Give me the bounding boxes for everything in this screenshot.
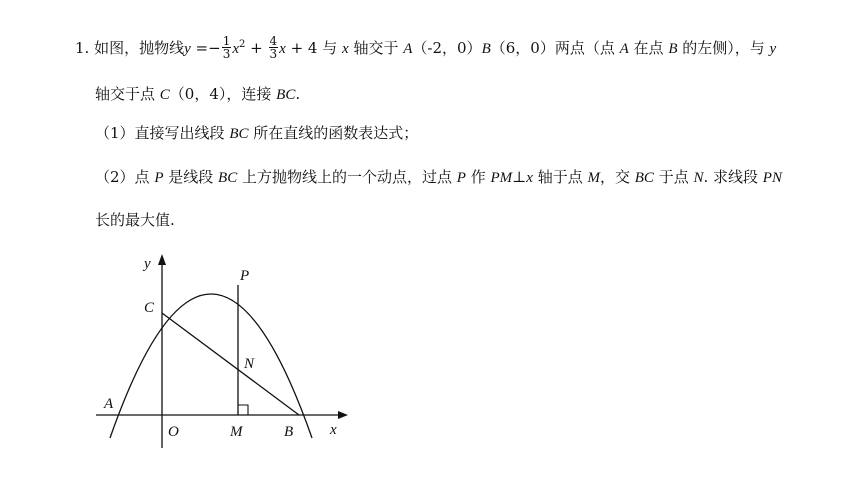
point-a-label: A [403, 41, 413, 57]
equation-x-squared: x [232, 41, 240, 57]
text-segment: 上方抛物线上的一个动点，过点 [237, 168, 457, 186]
point-m-label: M [587, 170, 600, 186]
perpendicular-symbol: ⊥ [512, 168, 527, 186]
segment-bc: BC [218, 170, 238, 186]
segment-bc: BC [229, 126, 249, 142]
equation-constant: + 4 [285, 39, 318, 57]
point-p-figure-label: P [240, 268, 250, 284]
equation-minus: − [208, 39, 221, 57]
problem-line-1 [75, 35, 776, 62]
point-c-label: C [159, 87, 170, 103]
point-n-figure-label: N [244, 356, 255, 372]
text-segment: 轴于点 [532, 168, 588, 186]
point-m-figure-label: M [230, 424, 243, 440]
fraction-four-thirds: $\frac{4}{3}$ [269, 33, 278, 61]
text-segment: 于点 [653, 168, 694, 186]
coords-b: （6，0） [490, 39, 555, 57]
variable-x: x [342, 41, 349, 57]
point-a-label: A [619, 41, 629, 57]
point-b-label: B [481, 41, 491, 57]
text-segment: ，交 [599, 168, 635, 186]
right-angle-mark [238, 405, 248, 415]
problem-number: 1. [75, 39, 90, 57]
text-segment: 的左侧），与 [677, 39, 770, 57]
equation-plus: + [245, 39, 268, 57]
variable-y: y [769, 41, 777, 57]
text-segment: . 求线段 [703, 168, 763, 186]
text-segment: . [295, 85, 301, 103]
equation-y: y [184, 41, 191, 57]
point-b-figure-label: B [284, 424, 294, 440]
x-axis-label: x [330, 422, 337, 438]
problem-intro: 如图，抛物线 [94, 39, 185, 57]
y-axis-label: y [144, 256, 151, 272]
text-segment: 作 [465, 168, 491, 186]
text-segment: （1）直接写出线段 [95, 124, 230, 142]
text-segment: 是线段 [163, 168, 219, 186]
segment-pm: PM [490, 170, 513, 186]
segment-bc-line [162, 313, 299, 415]
x-axis-arrow-icon [338, 411, 348, 419]
equation-x: x [279, 41, 286, 57]
coords-c: （0，4），连接 [169, 85, 277, 103]
origin-label: O [168, 424, 179, 440]
question-2-continuation [95, 210, 175, 230]
segment-pn: PN [762, 170, 782, 186]
segment-bc: BC [276, 87, 296, 103]
text-segment: 轴交于 [348, 39, 404, 57]
y-axis-arrow-icon [158, 254, 166, 265]
text-segment: 与 [317, 39, 343, 57]
point-n-label: N [693, 170, 704, 186]
variable-x: x [526, 170, 533, 186]
segment-bc: BC [634, 170, 654, 186]
text-segment: 长的最大值. [95, 211, 175, 229]
text-segment: 两点（点 [554, 39, 620, 57]
point-p-label: P [456, 170, 466, 186]
parabola-curve [110, 294, 312, 438]
point-p-label: P [154, 170, 164, 186]
question-2 [95, 167, 782, 188]
text-segment: 所在直线的函数表达式； [248, 124, 419, 142]
exponent: 2 [239, 39, 246, 50]
fraction-one-third: $\frac{1}{3}$ [222, 33, 231, 61]
text-segment: 在点 [628, 39, 669, 57]
text-segment: （2）点 [95, 168, 155, 186]
problem-line-2 [95, 84, 300, 105]
parabola-figure [80, 248, 380, 458]
question-1 [95, 123, 418, 144]
equation-equals: = [190, 39, 209, 57]
point-c-figure-label: C [144, 300, 155, 316]
text-segment: 轴交于点 [95, 85, 160, 103]
coords-a: （-2，0） [412, 39, 482, 57]
point-b-label: B [668, 41, 678, 57]
point-a-figure-label: A [104, 396, 114, 412]
